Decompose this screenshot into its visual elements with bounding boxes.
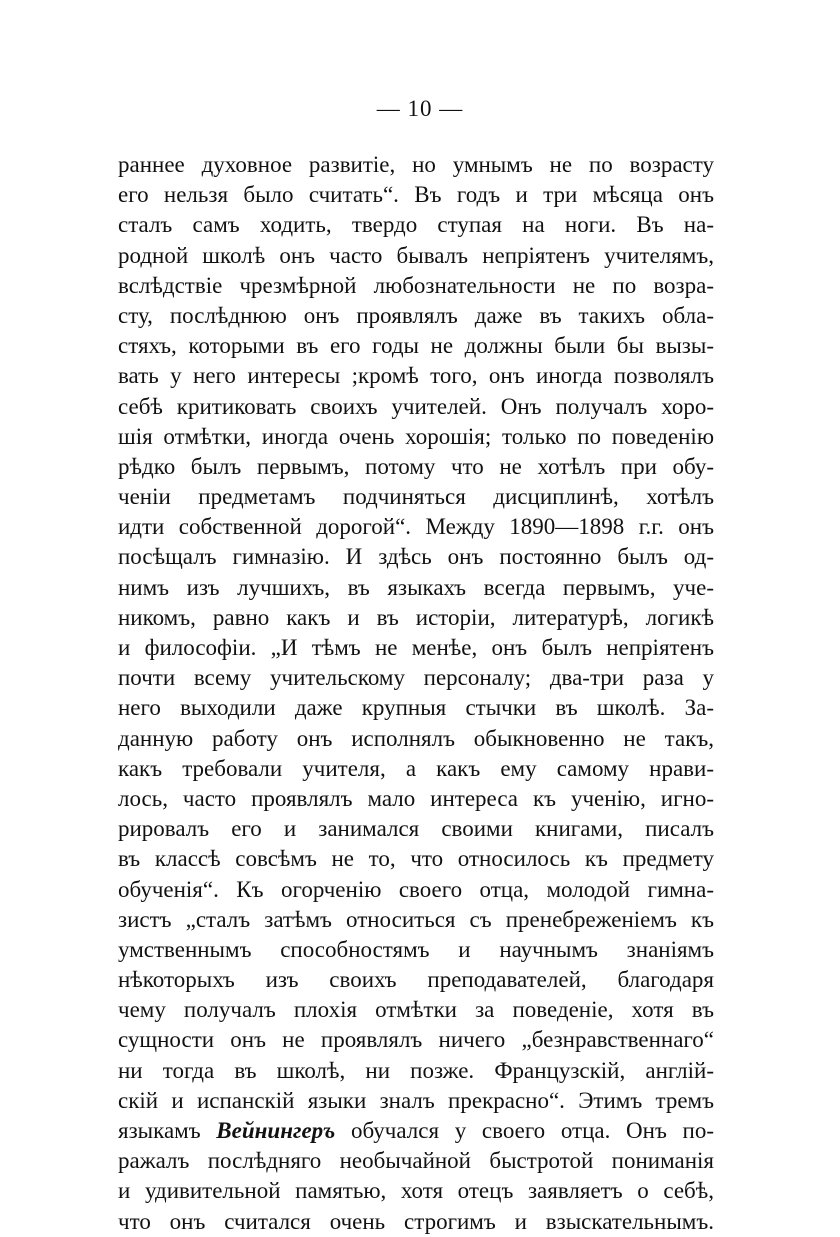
text-line: чему получалъ плохія отмѣтки за поведеніе, хотя въ: [118, 997, 714, 1023]
text-line: посѣщалъ гимназію. И здѣсь онъ постоянно былъ од-: [118, 544, 714, 570]
text-line: шія отмѣтки, иногда очень хорошія; только по поведенію: [118, 423, 714, 449]
text-line: данную работу онъ исполнялъ обыкновенно не такъ,: [118, 725, 714, 751]
text-line-with-name: [118, 1116, 714, 1146]
text-line: рѣдко былъ первымъ, потому что не хотѣлъ при обу-: [118, 453, 714, 479]
text-line: нимъ изъ лучшихъ, въ языкахъ всегда первымъ, уче-: [118, 574, 714, 600]
text-line: себѣ критиковать своихъ учителей. Онъ получалъ хоро-: [118, 393, 714, 419]
text-line: ни тогда въ школѣ, ни позже. Французскій, англій-: [118, 1057, 714, 1083]
text-line: идти собственной дорогой“. Между 1890—1898 г.г. онъ: [118, 514, 714, 540]
text-line: лось, часто проявлялъ мало интереса къ ученію, игно-: [118, 785, 714, 811]
text-line: и удивительной памятью, хотя отецъ заявляетъ о себѣ,: [118, 1178, 714, 1204]
text-line: нѣкоторыхъ изъ своихъ преподавателей, благодаря: [118, 967, 714, 993]
text-line: ражалъ послѣдняго необычайной быстротой пониманія: [118, 1148, 714, 1174]
text-line: вать у него интересы ;кромѣ того, онъ иногда позволялъ: [118, 363, 714, 389]
text-line: какъ требовали учителя, а какъ ему самому нрави-: [118, 755, 714, 781]
author-name: Вейнингеръ: [216, 1118, 336, 1143]
text-fragment: обучался у своего отца. Онъ по-: [350, 1118, 715, 1143]
text-line: что онъ считался очень строгимъ и взыскательнымъ.: [118, 1208, 714, 1234]
page-number: — 10 —: [376, 96, 464, 121]
text-line: и философіи. „И тѣмъ не менѣе, онъ былъ непріятенъ: [118, 635, 714, 660]
body-text: [118, 150, 714, 1237]
text-line: него выходили даже крупныя стычки въ школѣ. За-: [118, 695, 714, 721]
text-line: скій и испанскій языки зналъ прекрасно“. Этимъ тремъ: [118, 1087, 714, 1113]
text-line: умственнымъ способностямъ и научнымъ знаніямъ: [118, 936, 714, 962]
text-fragment: языкамъ: [118, 1118, 201, 1143]
text-line: сущности онъ не проявлялъ ничего „безнравственнаго“: [118, 1027, 714, 1053]
text-line: ченіи предметамъ подчиняться дисциплинѣ, хотѣлъ: [118, 484, 714, 510]
text-line: сту, послѣднюю онъ проявлялъ даже въ такихъ обла-: [118, 302, 714, 328]
text-line: почти всему учительскому персоналу; два-три раза у: [118, 665, 714, 691]
text-line: сталъ самъ ходить, твердо ступая на ноги. Въ на-: [118, 212, 714, 238]
text-line: обученія“. Къ огорченію своего отца, молодой гимна-: [118, 876, 714, 902]
text-line: никомъ, равно какъ и въ исторіи, литературѣ, логикѣ: [118, 604, 714, 630]
text-line: вслѣдствіе чрезмѣрной любознательности не по возра-: [118, 272, 714, 298]
text-line: стяхъ, которыми въ его годы не должны были бы вызы-: [118, 333, 714, 359]
text-line: зистъ „сталъ затѣмъ относиться съ пренебреженіемъ къ: [118, 906, 714, 932]
text-line: рировалъ его и занимался своими книгами, писалъ: [118, 816, 714, 842]
text-line: его нельзя было считать“. Въ годъ и три мѣсяца онъ: [118, 182, 714, 208]
text-line: родной школѣ онъ часто бывалъ непріятенъ учителямъ,: [118, 242, 714, 268]
text-line: раннее духовное развитіе, но умнымъ не по возрасту: [118, 152, 714, 177]
text-line: въ классѣ совсѣмъ не то, что относилось къ предмету: [118, 846, 714, 872]
